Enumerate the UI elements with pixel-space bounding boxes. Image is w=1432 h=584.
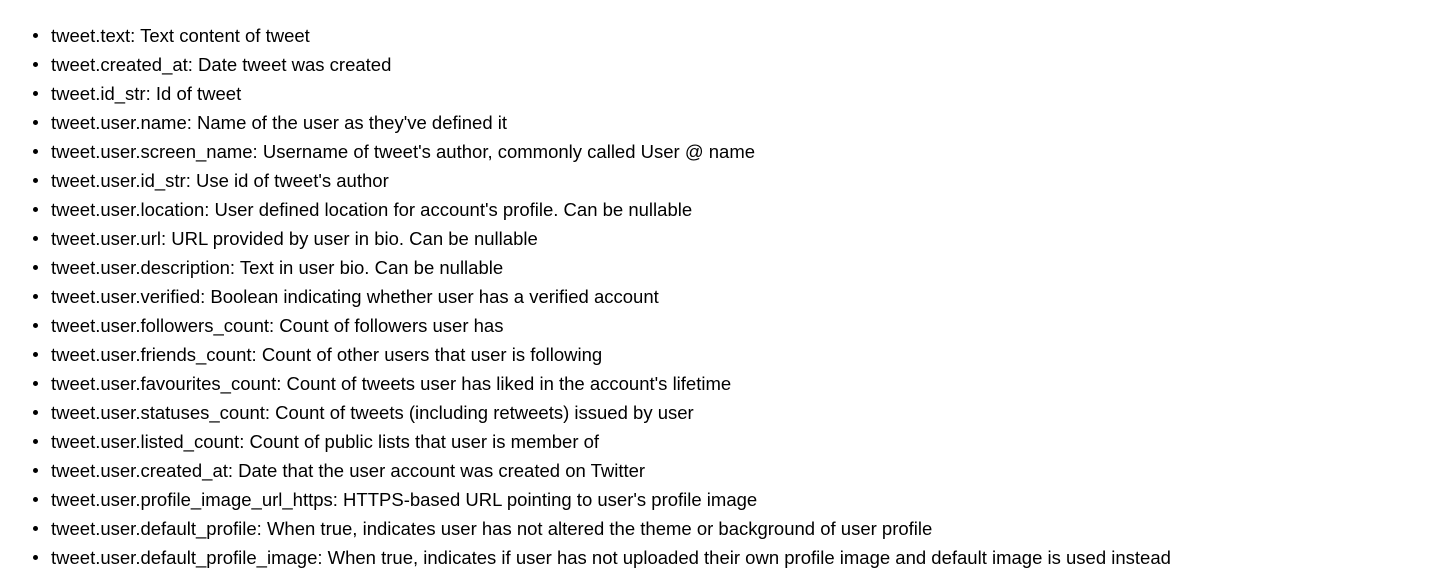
- bullet-icon: [33, 178, 38, 183]
- list-item: [31, 224, 1432, 253]
- list-item: [31, 340, 1432, 369]
- bullet-icon: [33, 62, 38, 67]
- list-item: [31, 79, 1432, 108]
- list-item-text: tweet.user.profile_image_url_https: HTTPS-based URL pointing to user's profile image: [51, 489, 758, 510]
- bullet-icon: [33, 294, 38, 299]
- list-item: [31, 427, 1432, 456]
- bullet-icon: [33, 410, 38, 415]
- list-item: [31, 166, 1432, 195]
- bullet-icon: [33, 236, 38, 241]
- list-item: [31, 485, 1432, 514]
- list-item-text: tweet.user.screen_name: Username of tweet's author, commonly called User @ name: [51, 141, 756, 162]
- list-item-text: tweet.user.name: Name of the user as they've defined it: [51, 112, 508, 133]
- list-item-text: tweet.user.url: URL provided by user in bio. Can be nullable: [51, 228, 538, 249]
- list-item-text: tweet.user.listed_count: Count of public lists that user is member of: [51, 431, 600, 452]
- bullet-icon: [33, 91, 38, 96]
- bullet-icon: [33, 555, 38, 560]
- list-item-text: tweet.user.default_profile: When true, indicates user has not altered the theme or background of user profile: [51, 518, 933, 539]
- bullet-icon: [33, 381, 38, 386]
- bullet-icon: [33, 323, 38, 328]
- list-item: [31, 543, 1432, 572]
- list-item-text: tweet.user.default_profile_image: When true, indicates if user has not uploaded their own profile image and default image is used instead: [51, 547, 1171, 568]
- bullet-icon: [33, 468, 38, 473]
- list-item: [31, 253, 1432, 282]
- bullet-icon: [33, 207, 38, 212]
- bullet-icon: [33, 265, 38, 270]
- list-item-text: tweet.user.verified: Boolean indicating whether user has a verified account: [51, 286, 659, 307]
- list-item-text: tweet.id_str: Id of tweet: [51, 83, 242, 104]
- list-item: [31, 369, 1432, 398]
- bullet-icon: [33, 497, 38, 502]
- list-item-text: tweet.user.id_str: Use id of tweet's author: [51, 170, 389, 191]
- bullet-icon: [33, 352, 38, 357]
- list-item-text: tweet.user.favourites_count: Count of tweets user has liked in the account's lifetime: [51, 373, 732, 394]
- bullet-icon: [33, 120, 38, 125]
- list-item-text: tweet.user.friends_count: Count of other users that user is following: [51, 344, 603, 365]
- bullet-icon: [33, 33, 38, 38]
- list-item: [31, 50, 1432, 79]
- list-item: [31, 108, 1432, 137]
- list-item: [31, 311, 1432, 340]
- list-item: [31, 137, 1432, 166]
- bullet-icon: [33, 439, 38, 444]
- bullet-icon: [33, 526, 38, 531]
- list-item: [31, 398, 1432, 427]
- list-item-text: tweet.user.followers_count: Count of followers user has: [51, 315, 504, 336]
- list-item: [31, 195, 1432, 224]
- list-item: [31, 514, 1432, 543]
- list-item-text: tweet.user.created_at: Date that the user account was created on Twitter: [51, 460, 646, 481]
- list-item: [31, 282, 1432, 311]
- list-item-text: tweet.text: Text content of tweet: [51, 25, 310, 46]
- list-item-text: tweet.user.description: Text in user bio. Can be nullable: [51, 257, 504, 278]
- list-item: [31, 456, 1432, 485]
- list-item-text: tweet.user.location: User defined location for account's profile. Can be nullable: [51, 199, 693, 220]
- list-item: [31, 21, 1432, 50]
- list-item-text: tweet.created_at: Date tweet was created: [51, 54, 392, 75]
- bullet-icon: [33, 149, 38, 154]
- list-item-text: tweet.user.statuses_count: Count of tweets (including retweets) issued by user: [51, 402, 694, 423]
